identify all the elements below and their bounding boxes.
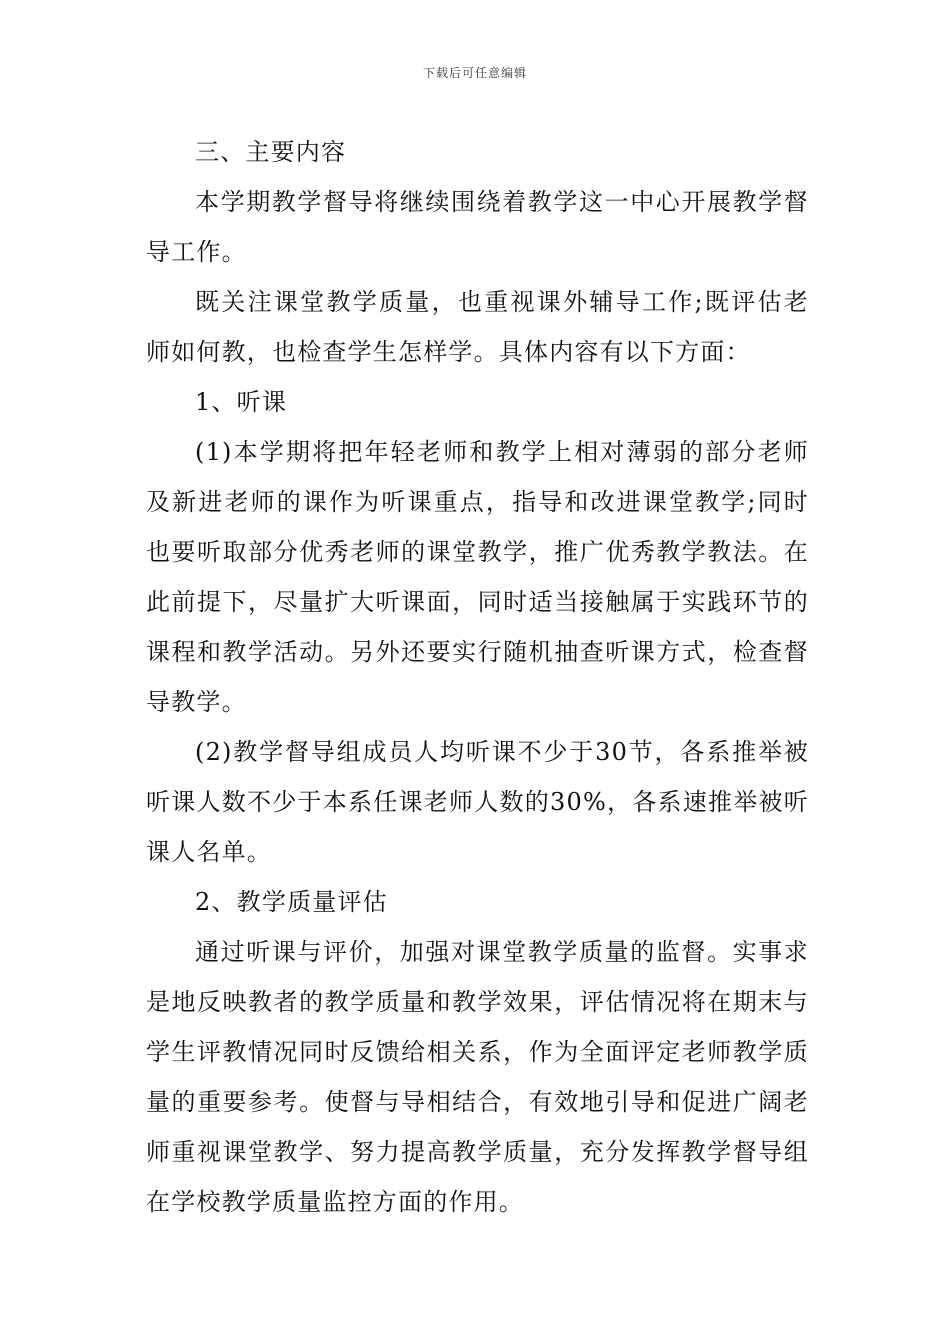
subheading-quality-evaluation: 2、教学质量评估 [195, 888, 388, 916]
paragraph-item-1: (1)本学期将把年轻老师和教学上相对薄弱的部分老师及新进老师的课作为听课重点，指导和改进课堂教学;同时也要听取部分优秀老师的课堂教学，推广优秀教学教法。在此前提下，尽量扩大听课面，同时适当接触属于实践环节的课程和教学活动。另外还要实行随机抽查听课方式，检查督导教学。 [146, 438, 809, 716]
subheading-lecture-observation: 1、听课 [195, 388, 288, 416]
document-body [146, 127, 809, 1227]
paragraph-item-2: (2)教学督导组成员人均听课不少于30节，各系推举被听课人数不少于本系任课老师人数的30%，各系速推举被听课人名单。 [146, 738, 809, 866]
paragraph-intro: 本学期教学督导将继续围绕着教学这一中心开展教学督导工作。 [146, 188, 809, 266]
page-header-note: 下载后可任意编辑 [422, 66, 527, 80]
section-heading-main-content: 三、主要内容 [195, 138, 347, 166]
paragraph-evaluation: 通过听课与评价，加强对课堂教学质量的监督。实事求是地反映教者的教学质量和教学效果，评估情况将在期末与学生评教情况同时反馈给相关系，作为全面评定老师教学质量的重要参考。使督与导相结合，有效地引导和促进广阔老师重视课堂教学、努力提高教学质量，充分发挥教学督导组在学校教学质量监控方面的作用。 [146, 938, 809, 1216]
paragraph-focus: 既关注课堂教学质量，也重视课外辅导工作;既评估老师如何教，也检查学生怎样学。具体内容有以下方面： [146, 288, 809, 366]
